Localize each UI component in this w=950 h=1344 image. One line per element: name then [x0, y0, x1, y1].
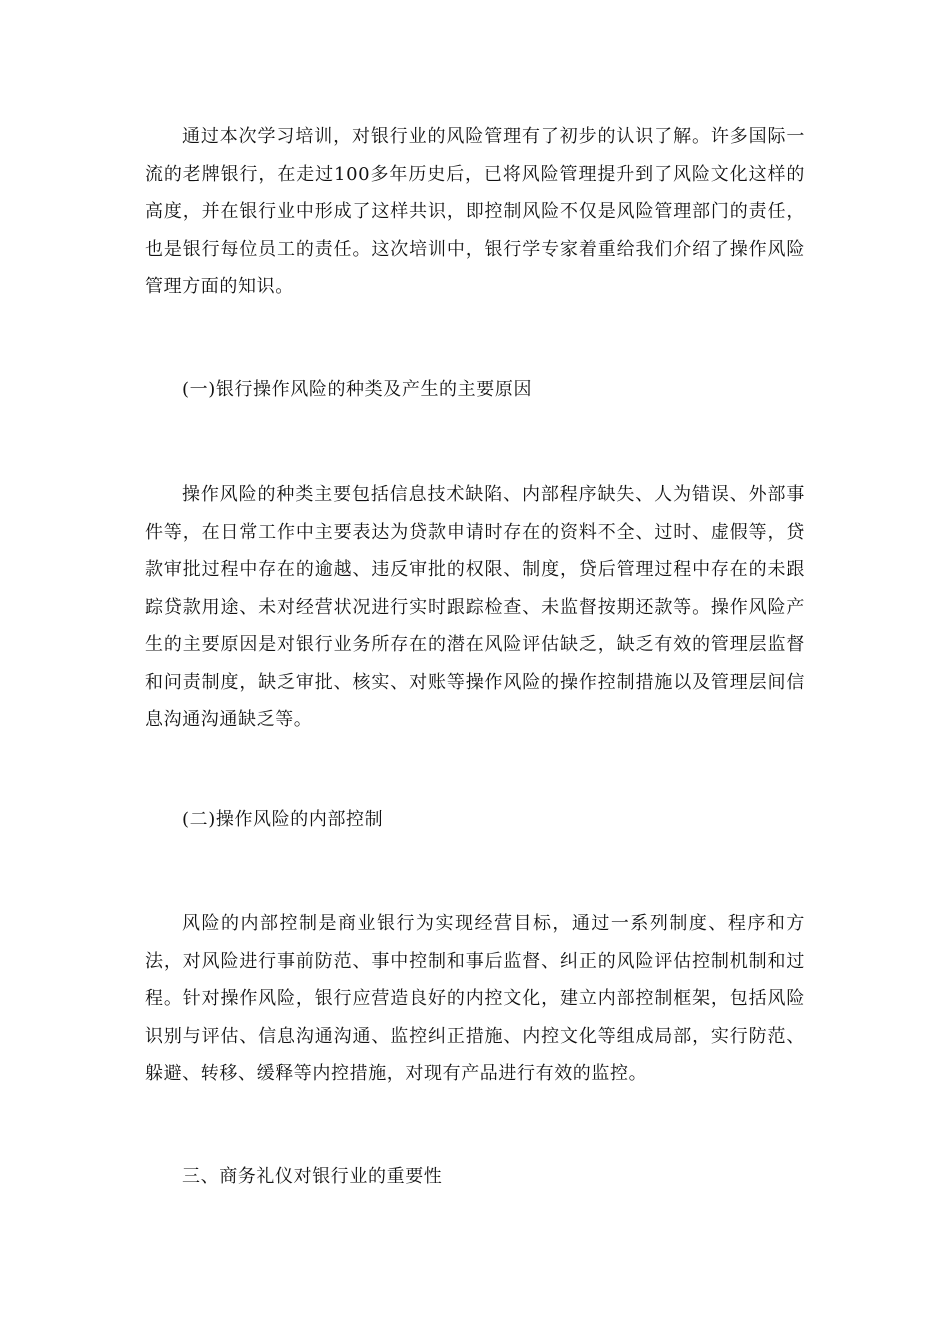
- section-3-heading: 三、商务礼仪对银行业的重要性: [182, 1166, 443, 1187]
- section-1-heading: (一)银行操作风险的种类及产生的主要原因: [182, 379, 533, 400]
- intro-paragraph: 通过本次学习培训，对银行业的风险管理有了初步的认识了解。许多国际一流的老牌银行，在走过100多年历史后，已将风险管理提升到了风险文化这样的高度，并在银行业中形成了这样共识，即控制风险不仅是风险管理部门的责任，也是银行每位员工的责任。这次培训中，银行学专家着重给我们介绍了操作风险管理方面的知识。: [145, 126, 805, 297]
- section-2-paragraph: 风险的内部控制是商业银行为实现经营目标，通过一系列制度、程序和方法，对风险进行事前防范、事中控制和事后监督、纠正的风险评估控制机制和过程。针对操作风险，银行应营造良好的内控文化，建立内部控制框架，包括风险识别与评估、信息沟通沟通、监控纠正措施、内控文化等组成局部，实行防范、躲避、转移、缓释等内控措施，对现有产品进行有效的监控。: [145, 913, 805, 1084]
- section-2-heading: (二)操作风险的内部控制: [182, 809, 384, 830]
- section-1-paragraph: 操作风险的种类主要包括信息技术缺陷、内部程序缺失、人为错误、外部事件等，在日常工作中主要表达为贷款申请时存在的资料不全、过时、虚假等，贷款审批过程中存在的逾越、违反审批的权限、制度，贷后管理过程中存在的未跟踪贷款用途、未对经营状况进行实时跟踪检查、未监督按期还款等。操作风险产生的主要原因是对银行业务所存在的潜在风险评估缺乏，缺乏有效的管理层监督和问责制度，缺乏审批、核实、对账等操作风险的操作控制措施以及管理层间信息沟通沟通缺乏等。: [145, 484, 805, 730]
